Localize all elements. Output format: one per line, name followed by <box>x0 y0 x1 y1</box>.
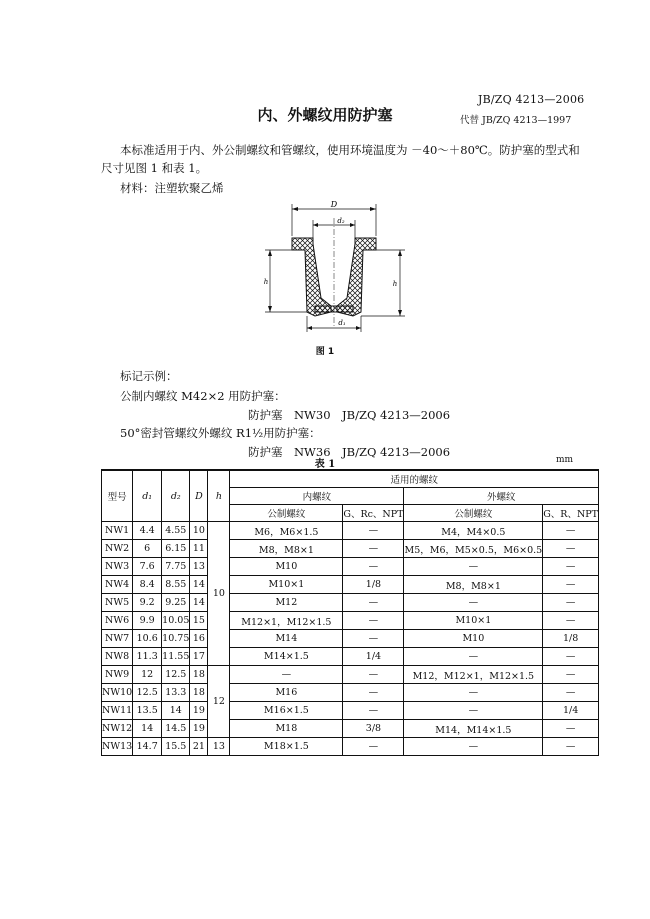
cell-model: NW9 <box>102 666 133 684</box>
dimensions-table <box>101 469 599 756</box>
header-applicable-thread: 适用的螺纹 <box>230 470 599 488</box>
table-unit: mm <box>556 455 574 465</box>
cell-internal-metric: M10×1 <box>230 576 343 594</box>
cell-d1: 13.5 <box>133 702 162 720</box>
table-row <box>102 612 599 630</box>
cell-external-pipe: — <box>543 594 599 612</box>
cell-internal-metric: — <box>230 666 343 684</box>
cell-internal-pipe: — <box>343 738 404 756</box>
cell-d2: 13.3 <box>162 684 190 702</box>
cell-model: NW2 <box>102 540 133 558</box>
cell-internal-pipe: — <box>343 630 404 648</box>
table-row <box>102 702 599 720</box>
label-D: D <box>330 200 338 209</box>
cell-external-pipe: — <box>543 684 599 702</box>
cell-external-metric: M12，M12×1，M12×1.5 <box>404 666 543 684</box>
material-line: 材料：注塑软聚乙烯 <box>120 181 224 195</box>
cell-internal-pipe: — <box>343 540 404 558</box>
header-internal-metric: 公制螺纹 <box>230 505 343 522</box>
example2-code: 防护塞 NW36 JB/ZQ 4213—2006 <box>248 445 451 459</box>
cell-D: 13 <box>190 558 208 576</box>
cell-d2: 14 <box>162 702 190 720</box>
cell-model: NW6 <box>102 612 133 630</box>
header-external-thread: 外螺纹 <box>404 488 599 505</box>
cell-internal-metric: M16 <box>230 684 343 702</box>
cell-d2: 9.25 <box>162 594 190 612</box>
cell-internal-metric: M16×1.5 <box>230 702 343 720</box>
cell-d1: 14 <box>133 720 162 738</box>
cell-D: 19 <box>190 702 208 720</box>
cell-D: 11 <box>190 540 208 558</box>
cell-D: 15 <box>190 612 208 630</box>
cell-internal-pipe: — <box>343 612 404 630</box>
cell-external-metric: M4，M4×0.5 <box>404 522 543 540</box>
cell-internal-metric: M14 <box>230 630 343 648</box>
cell-internal-pipe: 3/8 <box>343 720 404 738</box>
cell-internal-metric: M14×1.5 <box>230 648 343 666</box>
cell-internal-pipe: — <box>343 594 404 612</box>
cell-internal-pipe: — <box>343 558 404 576</box>
label-h-left: h <box>263 278 269 286</box>
header-D: D <box>190 470 208 522</box>
table-row <box>102 666 599 684</box>
cell-h: 12 <box>208 666 230 738</box>
header-model: 型号 <box>102 470 133 522</box>
cell-d2: 14.5 <box>162 720 190 738</box>
cell-external-pipe: 1/4 <box>543 702 599 720</box>
table-row <box>102 738 599 756</box>
cell-d2: 10.05 <box>162 612 190 630</box>
cell-d1: 10.6 <box>133 630 162 648</box>
marking-title: 标记示例： <box>120 369 178 383</box>
cell-d2: 12.5 <box>162 666 190 684</box>
cell-internal-metric: M18 <box>230 720 343 738</box>
cell-internal-pipe: — <box>343 666 404 684</box>
standard-code: JB/ZQ 4213—2006 <box>478 93 585 106</box>
cell-internal-pipe: — <box>343 702 404 720</box>
cell-d1: 7.6 <box>133 558 162 576</box>
cell-model: NW4 <box>102 576 133 594</box>
table-row <box>102 720 599 738</box>
cell-external-pipe: — <box>543 666 599 684</box>
cell-d1: 9.9 <box>133 612 162 630</box>
table-caption: 表 1 <box>314 459 336 470</box>
cell-external-pipe: — <box>543 612 599 630</box>
cell-model: NW11 <box>102 702 133 720</box>
cell-external-pipe: — <box>543 522 599 540</box>
cell-d2: 10.75 <box>162 630 190 648</box>
cell-internal-pipe: 1/8 <box>343 576 404 594</box>
table-row <box>102 522 599 540</box>
cell-external-metric: M10 <box>404 630 543 648</box>
cell-d1: 6 <box>133 540 162 558</box>
cell-D: 18 <box>190 684 208 702</box>
cell-external-metric: M14，M14×1.5 <box>404 720 543 738</box>
header-d1: d₁ <box>133 470 162 522</box>
cell-internal-metric: M6，M6×1.5 <box>230 522 343 540</box>
cell-internal-pipe: 1/4 <box>343 648 404 666</box>
cell-d2: 4.55 <box>162 522 190 540</box>
cell-model: NW13 <box>102 738 133 756</box>
cell-internal-metric: M10 <box>230 558 343 576</box>
cell-d2: 7.75 <box>162 558 190 576</box>
intro-paragraph-continued: 尺寸见图 1 和表 1。 <box>101 161 208 175</box>
cell-external-pipe: — <box>543 558 599 576</box>
cell-external-metric: — <box>404 684 543 702</box>
cell-external-metric: M10×1 <box>404 612 543 630</box>
cell-external-pipe: — <box>543 738 599 756</box>
header-external-metric: 公制螺纹 <box>404 505 543 522</box>
cell-model: NW10 <box>102 684 133 702</box>
example2-description: 50°密封管螺纹外螺纹 R1½用防护塞： <box>120 426 321 440</box>
header-internal-pipe: G、Rc、NPT <box>343 505 404 522</box>
table-row <box>102 630 599 648</box>
cell-d2: 15.5 <box>162 738 190 756</box>
cell-d2: 11.55 <box>162 648 190 666</box>
cell-external-metric: — <box>404 594 543 612</box>
cell-external-metric: — <box>404 738 543 756</box>
cell-external-metric: M5，M6，M5×0.5，M6×0.5 <box>404 540 543 558</box>
cell-d2: 8.55 <box>162 576 190 594</box>
cell-model: NW5 <box>102 594 133 612</box>
cell-d1: 11.3 <box>133 648 162 666</box>
cell-internal-metric: M12 <box>230 594 343 612</box>
cell-external-metric: M8，M8×1 <box>404 576 543 594</box>
cell-model: NW12 <box>102 720 133 738</box>
cell-internal-metric: M12×1，M12×1.5 <box>230 612 343 630</box>
cell-d1: 9.2 <box>133 594 162 612</box>
cell-D: 17 <box>190 648 208 666</box>
label-h-right: h <box>392 280 398 288</box>
cell-d1: 12 <box>133 666 162 684</box>
header-h: h <box>208 470 230 522</box>
page-title: 内、外螺纹用防护塞 <box>257 106 393 124</box>
cell-internal-pipe: — <box>343 684 404 702</box>
cell-external-metric: — <box>404 648 543 666</box>
cell-external-pipe: — <box>543 648 599 666</box>
figure-1-drawing <box>255 198 415 338</box>
cell-internal-metric: M18×1.5 <box>230 738 343 756</box>
cell-internal-metric: M8，M8×1 <box>230 540 343 558</box>
header-external-pipe: G、R、NPT <box>543 505 599 522</box>
cell-external-pipe: — <box>543 540 599 558</box>
table-row <box>102 558 599 576</box>
cell-d1: 4.4 <box>133 522 162 540</box>
cell-h: 13 <box>208 738 230 756</box>
header-internal-thread: 内螺纹 <box>230 488 404 505</box>
table-row <box>102 684 599 702</box>
cell-external-metric: — <box>404 558 543 576</box>
table-row <box>102 576 599 594</box>
cell-d1: 12.5 <box>133 684 162 702</box>
cell-model: NW3 <box>102 558 133 576</box>
cell-external-pipe: — <box>543 576 599 594</box>
cell-D: 14 <box>190 594 208 612</box>
cell-model: NW7 <box>102 630 133 648</box>
plug-wall-left <box>292 238 331 316</box>
cell-D: 21 <box>190 738 208 756</box>
cell-d1: 8.4 <box>133 576 162 594</box>
cell-internal-pipe: — <box>343 522 404 540</box>
example1-description: 公制内螺纹 M42×2 用防护塞： <box>120 389 286 403</box>
cell-D: 14 <box>190 576 208 594</box>
cell-D: 16 <box>190 630 208 648</box>
table-row <box>102 648 599 666</box>
header-d2: d₂ <box>162 470 190 522</box>
cell-model: NW1 <box>102 522 133 540</box>
figure-caption: 图 1 <box>315 347 335 357</box>
label-d2: d₂ <box>337 217 345 225</box>
cell-d1: 14.7 <box>133 738 162 756</box>
cell-external-pipe: 1/8 <box>543 630 599 648</box>
cell-d2: 6.15 <box>162 540 190 558</box>
table-row <box>102 594 599 612</box>
cell-external-pipe: — <box>543 720 599 738</box>
cell-D: 19 <box>190 720 208 738</box>
intro-paragraph: 本标准适用于内、外公制螺纹和管螺纹，使用环境温度为 －40～＋80℃。防护塞的型式和 <box>120 143 580 157</box>
example1-code: 防护塞 NW30 JB/ZQ 4213—2006 <box>248 408 451 422</box>
replaces-standard: 代替 JB/ZQ 4213—1997 <box>460 115 572 126</box>
table-row <box>102 540 599 558</box>
cell-D: 18 <box>190 666 208 684</box>
cell-model: NW8 <box>102 648 133 666</box>
label-d1: d₁ <box>338 319 346 327</box>
cell-h: 10 <box>208 522 230 666</box>
cell-external-metric: — <box>404 702 543 720</box>
cell-D: 10 <box>190 522 208 540</box>
